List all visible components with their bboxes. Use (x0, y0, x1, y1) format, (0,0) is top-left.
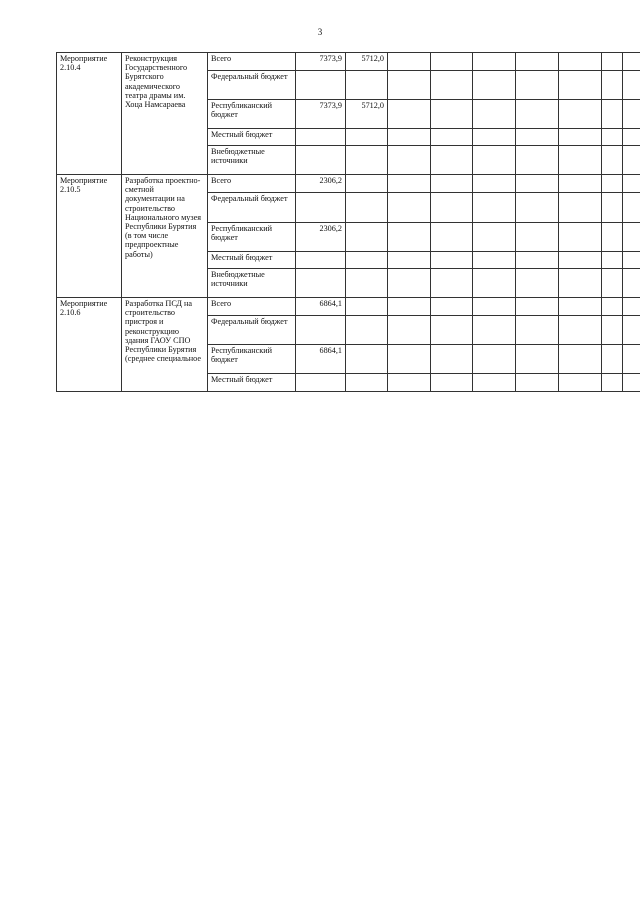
funding-source: Республиканский бюджет (208, 345, 296, 374)
empty-cell (602, 71, 623, 100)
empty-cell (559, 129, 602, 146)
value-cell (296, 374, 346, 392)
empty-cell (602, 100, 623, 129)
funding-source: Федеральный бюджет (208, 71, 296, 100)
empty-cell (473, 316, 516, 345)
value-cell (296, 269, 346, 298)
value-cell (296, 316, 346, 345)
empty-cell (388, 345, 431, 374)
page-number: 3 (317, 27, 323, 37)
empty-cell (388, 298, 431, 316)
empty-cell (516, 175, 559, 193)
budget-table (56, 52, 640, 392)
empty-cell (623, 71, 640, 100)
empty-cell (623, 269, 640, 298)
empty-cell (431, 146, 473, 175)
empty-cell (559, 175, 602, 193)
empty-cell (388, 53, 431, 71)
empty-cell (431, 193, 473, 223)
empty-cell (559, 146, 602, 175)
empty-cell (388, 252, 431, 269)
funding-source: Республиканский бюджет (208, 223, 296, 252)
value-cell: 7373,9 (296, 53, 346, 71)
empty-cell (516, 146, 559, 175)
measure-name: Разработка ПСД на строительство пристроя и реконструкцию здания ГАОУ СПО Республики Бурятия (среднее специальное (122, 298, 208, 392)
value-cell (346, 223, 388, 252)
empty-cell (559, 53, 602, 71)
empty-cell (431, 316, 473, 345)
value-cell (296, 193, 346, 223)
empty-cell (516, 374, 559, 392)
value-cell (296, 129, 346, 146)
value-cell (346, 298, 388, 316)
empty-cell (431, 175, 473, 193)
measure-name: Разработка проектно-сметной документации на строительство Национального музея Республики Бурятия (в том числе предпроектные работы) (122, 175, 208, 298)
table-row (57, 53, 640, 71)
measure-id: Мероприятие 2.10.4 (57, 53, 122, 175)
empty-cell (623, 100, 640, 129)
value-cell (346, 146, 388, 175)
empty-cell (602, 193, 623, 223)
empty-cell (623, 316, 640, 345)
empty-cell (516, 129, 559, 146)
empty-cell (623, 129, 640, 146)
value-cell: 6864,1 (296, 345, 346, 374)
empty-cell (623, 53, 640, 71)
empty-cell (388, 316, 431, 345)
empty-cell (388, 175, 431, 193)
empty-cell (431, 53, 473, 71)
empty-cell (516, 100, 559, 129)
value-cell: 2306,2 (296, 175, 346, 193)
empty-cell (559, 223, 602, 252)
empty-cell (473, 298, 516, 316)
empty-cell (559, 252, 602, 269)
empty-cell (473, 223, 516, 252)
funding-source: Федеральный бюджет (208, 193, 296, 223)
empty-cell (623, 345, 640, 374)
funding-source: Внебюджетные источники (208, 269, 296, 298)
empty-cell (388, 223, 431, 252)
measure-id: Мероприятие 2.10.5 (57, 175, 122, 298)
value-cell (346, 193, 388, 223)
empty-cell (473, 146, 516, 175)
empty-cell (559, 100, 602, 129)
empty-cell (431, 223, 473, 252)
empty-cell (473, 193, 516, 223)
empty-cell (516, 71, 559, 100)
value-cell (346, 374, 388, 392)
empty-cell (516, 269, 559, 298)
empty-cell (559, 374, 602, 392)
empty-cell (431, 129, 473, 146)
empty-cell (602, 374, 623, 392)
value-cell (296, 146, 346, 175)
empty-cell (516, 252, 559, 269)
empty-cell (516, 223, 559, 252)
value-cell (346, 71, 388, 100)
empty-cell (388, 374, 431, 392)
empty-cell (388, 146, 431, 175)
funding-source: Всего (208, 175, 296, 193)
empty-cell (516, 298, 559, 316)
empty-cell (431, 374, 473, 392)
empty-cell (602, 175, 623, 193)
empty-cell (431, 71, 473, 100)
value-cell: 5712,0 (346, 53, 388, 71)
empty-cell (473, 345, 516, 374)
empty-cell (473, 100, 516, 129)
empty-cell (559, 345, 602, 374)
empty-cell (431, 345, 473, 374)
funding-source: Местный бюджет (208, 374, 296, 392)
value-cell (346, 252, 388, 269)
empty-cell (388, 269, 431, 298)
empty-cell (473, 374, 516, 392)
value-cell: 6864,1 (296, 298, 346, 316)
table-row (57, 175, 640, 193)
funding-source: Внебюджетные источники (208, 146, 296, 175)
funding-source: Местный бюджет (208, 252, 296, 269)
empty-cell (602, 223, 623, 252)
empty-cell (623, 298, 640, 316)
measure-name: Реконструкция Государственного Бурятского академического театра драмы им. Хоца Намсараева (122, 53, 208, 175)
empty-cell (388, 100, 431, 129)
empty-cell (388, 129, 431, 146)
value-cell (346, 316, 388, 345)
funding-source: Федеральный бюджет (208, 316, 296, 345)
empty-cell (623, 146, 640, 175)
empty-cell (516, 316, 559, 345)
value-cell: 5712,0 (346, 100, 388, 129)
empty-cell (559, 316, 602, 345)
value-cell: 7373,9 (296, 100, 346, 129)
value-cell (296, 71, 346, 100)
empty-cell (473, 129, 516, 146)
empty-cell (559, 71, 602, 100)
table-row (57, 298, 640, 316)
empty-cell (559, 298, 602, 316)
empty-cell (559, 269, 602, 298)
empty-cell (602, 269, 623, 298)
value-cell (346, 345, 388, 374)
empty-cell (623, 193, 640, 223)
empty-cell (431, 100, 473, 129)
empty-cell (473, 175, 516, 193)
empty-cell (473, 269, 516, 298)
empty-cell (623, 175, 640, 193)
empty-cell (431, 269, 473, 298)
value-cell (346, 129, 388, 146)
value-cell (296, 252, 346, 269)
empty-cell (559, 193, 602, 223)
empty-cell (602, 252, 623, 269)
empty-cell (473, 252, 516, 269)
measure-id: Мероприятие 2.10.6 (57, 298, 122, 392)
funding-source: Местный бюджет (208, 129, 296, 146)
empty-cell (623, 252, 640, 269)
empty-cell (473, 53, 516, 71)
empty-cell (602, 316, 623, 345)
empty-cell (602, 53, 623, 71)
empty-cell (516, 193, 559, 223)
funding-source: Всего (208, 53, 296, 71)
empty-cell (602, 298, 623, 316)
empty-cell (602, 129, 623, 146)
empty-cell (388, 71, 431, 100)
empty-cell (623, 374, 640, 392)
empty-cell (473, 71, 516, 100)
empty-cell (602, 146, 623, 175)
empty-cell (388, 193, 431, 223)
empty-cell (516, 53, 559, 71)
value-cell: 2306,2 (296, 223, 346, 252)
empty-cell (623, 223, 640, 252)
empty-cell (431, 298, 473, 316)
empty-cell (516, 345, 559, 374)
empty-cell (431, 252, 473, 269)
value-cell (346, 175, 388, 193)
funding-source: Всего (208, 298, 296, 316)
value-cell (346, 269, 388, 298)
funding-source: Республиканский бюджет (208, 100, 296, 129)
empty-cell (602, 345, 623, 374)
